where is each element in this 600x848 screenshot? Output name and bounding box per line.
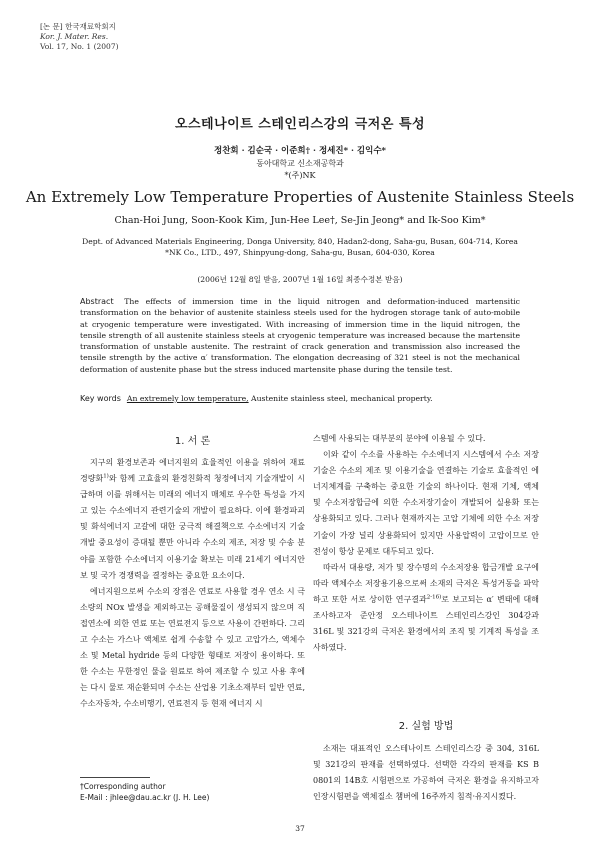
left-column xyxy=(80,455,305,713)
section-2-heading: 2. 실험 방법 xyxy=(398,721,454,732)
received-dates: (2006년 12월 8일 받음, 2007년 1월 16일 최종수정본 받음) xyxy=(197,275,403,284)
right-paragraph-4: 소재는 대표적인 오스테나이트 스테인리스강 중 304, 316L 및 321강의 판재를 선택하였다. 선택한 각각의 판재를 KS B 0801의 14B호 시험편으로 가공하여 극저온 환경을 유지하고자 인장시험편을 액체질소 챔버에 16주까지 침적·유지시켰다. xyxy=(313,744,539,802)
footnote xyxy=(80,781,209,803)
authors-english: Chan-Hoi Jung, Soon-Kook Kim, Jun-Hee Lee†, Se-Jin Jeong* and Ik-Soo Kim* xyxy=(114,215,486,226)
right-column-section-2 xyxy=(313,741,539,805)
footnote-divider xyxy=(80,777,150,778)
reference-1: 1) xyxy=(103,473,109,480)
keywords-rest: Austenite stainless steel, mechanical property. xyxy=(248,394,433,403)
affiliation-korean xyxy=(0,158,600,182)
keywords xyxy=(80,393,520,404)
right-column xyxy=(313,431,539,656)
page-number: 37 xyxy=(295,824,305,833)
abstract xyxy=(80,296,520,375)
reference-2-16: 2-16) xyxy=(426,594,442,601)
title-korean: 오스테나이트 스테인리스강의 극저온 특성 xyxy=(174,117,426,132)
abstract-text: The effects of immersion time in the liquid nitrogen and deformation-induced martensitic transformation on the behavior of austenite stainless steels used for the hydrogen storage tank of auto-mobile at cryogenic temperature were investigated. With increasing of immersion time in the liquid nitrogen, the tensile strength of all austenite stainless steels at cryogenic temperature was increased because the martensite transformation of unstable austenite. The restraint of crack generation and transmission also increased the tensile strength by the active α′ transformation. The elongation decreasing of 321 steel is not the mechanical deformation of austenite phase but the stress induced martensite phase during the tensile test. xyxy=(80,297,520,374)
abstract-label: Abstract xyxy=(80,297,114,306)
right-p3-text-b: 로 보고되는 α′ 변태에 대해 조사하고자 준안정 오스테나이트 스테인리스강인 304강과 316L 및 321강의 극저온 환경에서의 조직 및 기계적 특성을 조사하였다. xyxy=(313,594,540,653)
authors-korean: 정찬회 · 김순국 · 이준희† · 정세진* · 김익수* xyxy=(213,146,386,156)
left-paragraph-1 xyxy=(80,455,305,584)
section-1-heading: 1. 서 론 xyxy=(174,436,211,447)
footnote-email: E-Mail : jhlee@dau.ac.kr (J. H. Lee) xyxy=(80,793,210,802)
footnote-corresponding: †Corresponding author xyxy=(80,782,166,791)
affiliation-english-2: *NK Co., LTD., 497, Shinpyung-dong, Saha-gu, Busan, 604-030, Korea xyxy=(165,248,435,257)
title-english: An Extremely Low Temperature Properties of Austenite Stainless Steels xyxy=(25,188,575,206)
keywords-label: Key words xyxy=(80,394,121,403)
journal-name-en: Kor. J. Mater. Res. xyxy=(40,32,109,41)
right-p3-text-a: 따라서 대용량, 저가 및 장수명의 수소저장용 합금개발 요구에 따라 액체수소 저장용기용으로써 소재의 극저온 특성거동을 파악하고 또한 서로 상이한 연구결과 xyxy=(313,562,539,604)
left-p1-text-a: 지구의 환경보존과 에너지원의 효율적인 이용을 위하여 재료 경량화 xyxy=(80,458,305,484)
affiliation-korean-2: *(주)NK xyxy=(284,171,316,180)
journal-volume: Vol. 17, No. 1 (2007) xyxy=(40,42,119,51)
left-p1-text-b: 와 함께 고효율의 환경친화적 청정에너지 기술개발이 시급하며 이를 위해서는 미래의 에너지 매체로 우수한 특성을 가지고 있는 수소에너지 관련기술의 개발이 필요하다. 이에 환경파괴 및 화석에너지 고갈에 대한 궁극적 해결책으로 수소에너지 기술개발 중요성이 증대될 뿐만 아니라 수소의 제조, 저장 및 수송 분야를 포함한 수소에너지 이용기술 확보는 미래 21세기 에너지안보 및 국가 경쟁력을 결정하는 중요한 요소이다. xyxy=(80,474,305,580)
journal-header xyxy=(40,22,119,52)
affiliation-korean-1: 동아대학교 신소재공학과 xyxy=(256,159,344,168)
right-paragraph-2: 이와 같이 수소를 사용하는 수소에너지 시스템에서 수소 저장기술은 수소의 제조 및 이용기술을 연결하는 기술로 효율적인 에너지체계를 구축하는 중요한 기술의 하나이다. 현재 기체, 액체 및 수소저장합금에 의한 수소저장기술이 개발되어 실용화 또는 상용화되고 있다. 그러나 현재까지는 고압 기체에 의한 수소 저장기술이 가장 널리 상용화되어 있지만 사용압력이 고압이므로 안전성이 항상 문제로 대두되고 있다. xyxy=(313,450,539,556)
keyword-underlined: An extremely low temperature, xyxy=(126,394,249,403)
affiliation-english xyxy=(48,236,552,258)
right-paragraph-1: 스템에 사용되는 대부분의 분야에 이용될 수 있다. xyxy=(313,434,486,443)
left-paragraph-2: 에너지원으로써 수소의 장점은 연료로 사용할 경우 연소 시 극소량의 NOx 발생을 제외하고는 공해물질이 생성되지 않으며 직접연소에 의한 연료 또는 연료전지 등으로 사용이 간편하다. 그리고 수소는 가스나 액체로 쉽게 수송할 수 있고 고압가스, 액체수소 및 Metal hydride 등의 다양한 형태로 저장이 용이하다. 또한 수소는 무한정인 물을 원료로 하여 제조할 수 있고 사용 후에는 다시 물로 재순환되며 수소는 산업용 기초소재부터 일반 연료, 수소자동차, 수소비행기, 연료전지 등 현재 에너지 시 xyxy=(80,586,305,709)
affiliation-english-1: Dept. of Advanced Materials Engineering, Donga University, 840, Hadan2-dong, Saha-gu, Busan, 604-714, Korea xyxy=(82,237,518,246)
right-paragraph-3 xyxy=(313,560,539,657)
journal-name-ko: [논 문] 한국재료학회지 xyxy=(40,22,116,31)
